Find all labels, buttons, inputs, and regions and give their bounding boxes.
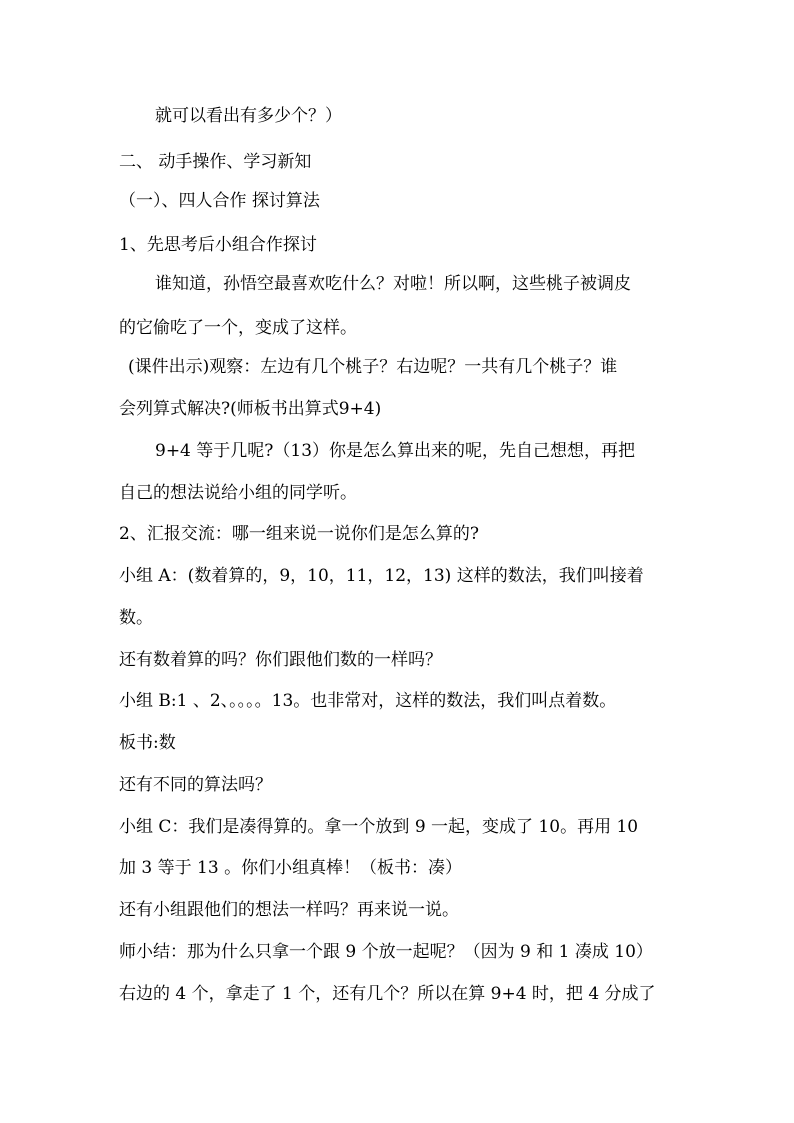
step-heading: 1、先思考后小组合作探讨 <box>119 235 317 255</box>
text-line: 还有小组跟他们的想法一样吗？再来说一说。 <box>119 900 459 920</box>
text-line: 的它偷吃了一个，变成了这样。 <box>119 318 357 338</box>
text-line: 板书:数 <box>119 733 176 753</box>
step-heading: 2、汇报交流：哪一组来说一说你们是怎么算的? <box>119 524 479 544</box>
text-line: 还有数着算的吗？你们跟他们数的一样吗？ <box>119 650 442 670</box>
text-line: 会列算式解决?(师板书出算式9+4) <box>119 399 382 419</box>
text-line: 师小结：那为什么只拿一个跟 9 个放一起呢？（因为 9 和 1 凑成 10） <box>119 942 653 962</box>
text-line: 自己的想法说给小组的同学听。 <box>119 483 357 503</box>
text-line: 小组 C：我们是凑得算的。拿一个放到 9 一起，变成了 10。再用 10 <box>119 817 639 837</box>
section-heading: 二、 动手操作、学习新知 <box>119 152 312 172</box>
text-line: (课件出示)观察：左边有几个桃子？右边呢？一共有几个桃子？谁 <box>128 357 618 377</box>
subsection-heading: （一）、四人合作 探讨算法 <box>119 191 320 211</box>
text-line: 9+4 等于几呢?（13）你是怎么算出来的呢，先自己想想，再把 <box>155 441 636 461</box>
text-line: 右边的 4 个，拿走了 1 个，还有几个？所以在算 9+4 时，把 4 分成了 <box>119 984 656 1004</box>
text-line: 数。 <box>119 608 153 628</box>
text-line: 小组 B:1 、2、。。。。13。也非常对，这样的数法，我们叫点着数。 <box>119 691 617 711</box>
text-line: 还有不同的算法吗？ <box>119 775 272 795</box>
text-line: 谁知道，孙悟空最喜欢吃什么？对啦！所以啊，这些桃子被调皮 <box>155 274 631 294</box>
text-line: 小组 A：(数着算的，9，10，11，12，13) 这样的数法，我们叫接着 <box>119 566 644 586</box>
text-line: 就可以看出有多少个？） <box>155 106 342 126</box>
text-line: 加 3 等于 13 。你们小组真棒！（板书：凑） <box>119 858 463 878</box>
